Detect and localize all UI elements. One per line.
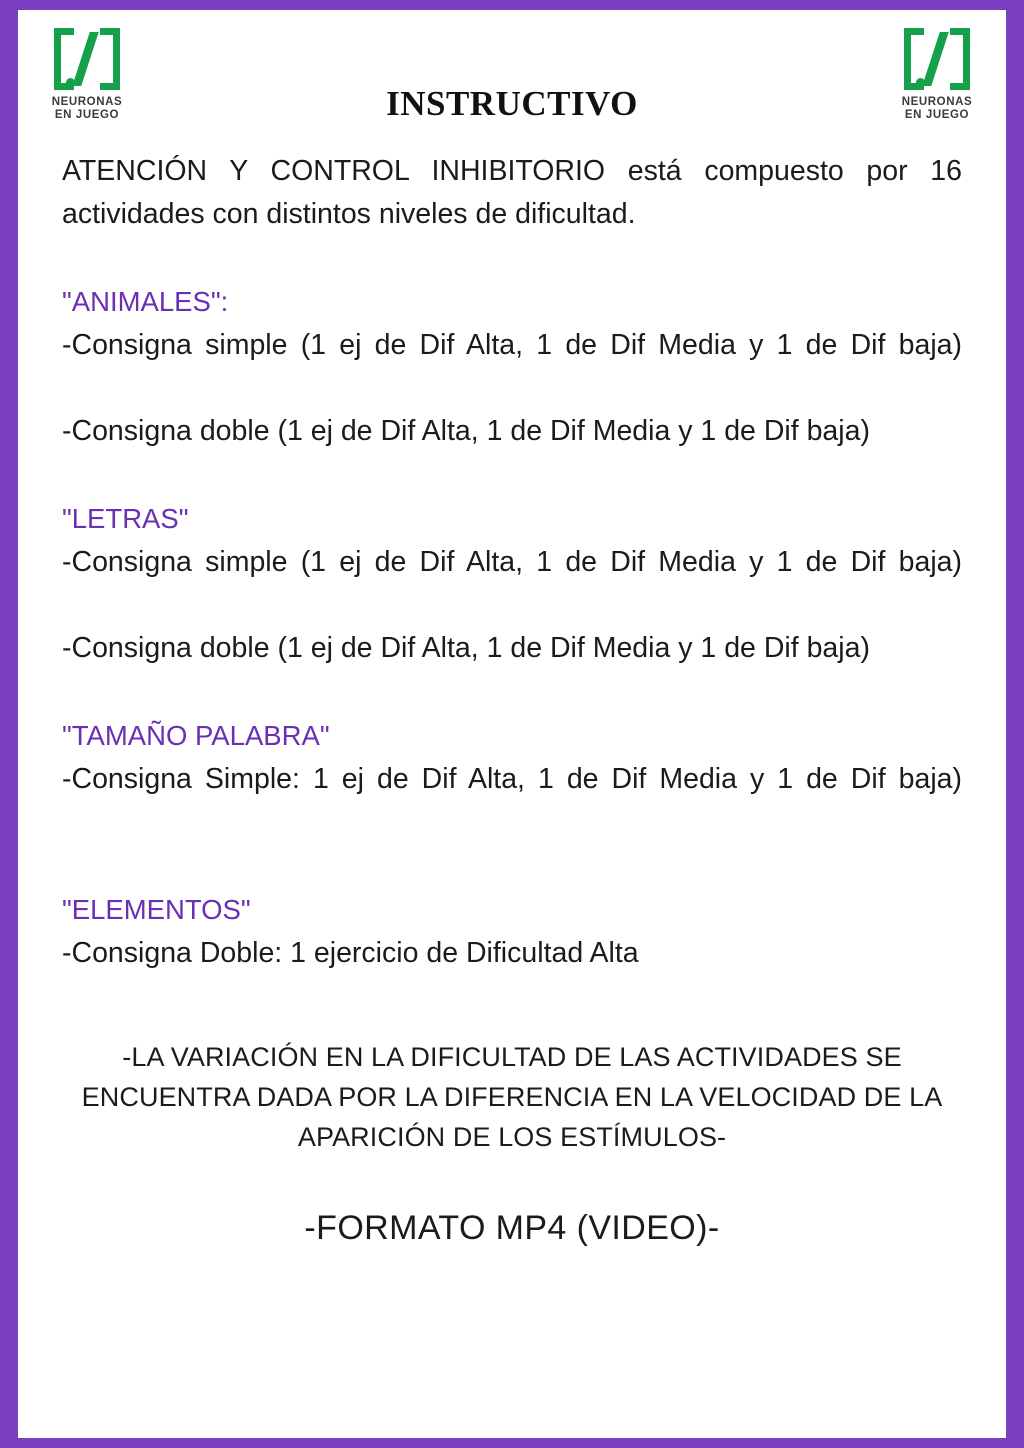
section-animales — [62, 282, 962, 453]
page-title: INSTRUCTIVO — [386, 84, 638, 123]
logo-neuronas-en-juego-right — [882, 28, 992, 136]
section-title-letras: "LETRAS" — [62, 503, 189, 534]
section-title-elementos: "ELEMENTOS" — [62, 894, 251, 925]
section-tamano-palabra — [62, 716, 962, 844]
logo-line1-right: NEURONAS — [901, 96, 973, 108]
document-header — [18, 10, 1006, 150]
neuronas-bracket-icon — [904, 28, 970, 90]
section-tamano-palabra-line-1: -Consigna Simple: 1 ej de Dif Alta, 1 de Dif Media y 1 de Dif baja) — [62, 763, 962, 795]
section-elementos — [62, 890, 962, 975]
document-page — [18, 10, 1006, 1438]
document-body — [18, 150, 1006, 1248]
logo-line2-left: EN JUEGO — [54, 109, 120, 121]
intro-paragraph: ATENCIÓN Y CONTROL INHIBITORIO está compuesto por 16 actividades con distintos niveles de dificultad. — [62, 155, 962, 230]
logo-line1-left: NEURONAS — [51, 96, 123, 108]
difficulty-note: -LA VARIACIÓN EN LA DIFICULTAD DE LAS ACTIVIDADES SE ENCUENTRA DADA POR LA DIFERENCIA EN LA VELOCIDAD DE LA APARICIÓN DE LOS ESTÍMULOS- — [81, 1042, 943, 1152]
section-animales-line-2: -Consigna doble (1 ej de Dif Alta, 1 de Dif Media y 1 de Dif baja) — [62, 415, 870, 447]
logo-line2-right: EN JUEGO — [904, 109, 970, 121]
section-animales-line-1: -Consigna simple (1 ej de Dif Alta, 1 de Dif Media y 1 de Dif baja) — [62, 329, 962, 361]
logo-text-right — [902, 96, 973, 122]
section-letras-line-1: -Consigna simple (1 ej de Dif Alta, 1 de Dif Media y 1 de Dif baja) — [62, 546, 962, 578]
format-note: -FORMATO MP4 (VIDEO)- — [304, 1209, 720, 1247]
neuronas-bracket-icon — [54, 28, 120, 90]
section-letras — [62, 499, 962, 670]
section-elementos-line-1: -Consigna Doble: 1 ejercicio de Dificultad Alta — [62, 937, 639, 969]
section-title-tamano-palabra: "TAMAÑO PALABRA" — [62, 720, 330, 751]
section-title-animales: "ANIMALES": — [62, 286, 229, 317]
section-letras-line-2: -Consigna doble (1 ej de Dif Alta, 1 de Dif Media y 1 de Dif baja) — [62, 632, 870, 664]
